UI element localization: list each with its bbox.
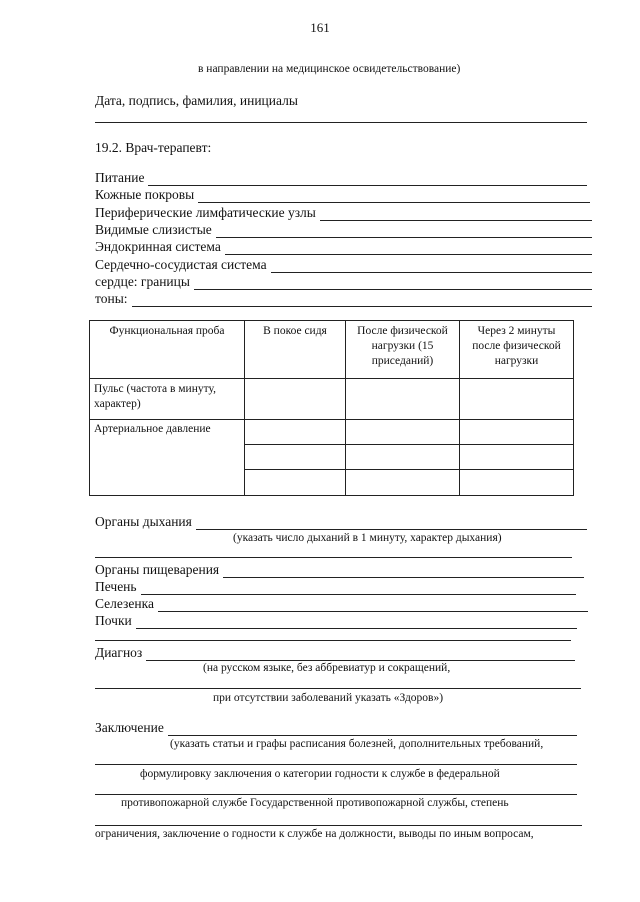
fill-line[interactable]: [136, 616, 577, 629]
fill-line[interactable]: [225, 242, 592, 255]
table-cell[interactable]: [245, 420, 346, 445]
field-mucosa[interactable]: [95, 222, 592, 238]
fill-line[interactable]: [148, 173, 587, 186]
table-cell[interactable]: [346, 445, 460, 470]
table-cell[interactable]: [460, 379, 574, 420]
conclusion-line-2[interactable]: [95, 764, 577, 765]
field-kidneys[interactable]: [95, 613, 577, 629]
fill-line[interactable]: [132, 294, 592, 307]
fill-line[interactable]: [271, 260, 592, 273]
field-nutrition[interactable]: [95, 170, 587, 186]
field-label: тоны:: [95, 291, 128, 306]
table-cell[interactable]: [245, 379, 346, 420]
table-header: Через 2 минуты после физической нагрузки: [460, 321, 574, 379]
row-label-pulse: Пульс (частота в минуту, характер): [90, 379, 245, 420]
field-diagnosis[interactable]: [95, 645, 575, 661]
field-label: Печень: [95, 579, 137, 594]
field-label: Сердечно-сосудистая система: [95, 257, 267, 272]
field-heart-tones[interactable]: [95, 291, 592, 307]
field-label: Заключение: [95, 720, 164, 735]
fill-line[interactable]: [223, 565, 584, 578]
field-cardiovascular[interactable]: [95, 257, 592, 273]
fill-line[interactable]: [216, 225, 592, 238]
table-header: После физической нагрузки (15 приседаний): [346, 321, 460, 379]
table-cell[interactable]: [346, 379, 460, 420]
table-cell[interactable]: [245, 445, 346, 470]
fill-line[interactable]: [198, 190, 590, 203]
section-title: 19.2. Врач-терапевт:: [95, 140, 212, 155]
fill-line[interactable]: [196, 517, 587, 530]
field-label: Почки: [95, 613, 132, 628]
diagnosis-hint-2: при отсутствии заболеваний указать «Здоров»): [213, 692, 444, 704]
field-label: Органы дыхания: [95, 514, 192, 529]
respiratory-continuation-line[interactable]: [95, 557, 572, 558]
field-spleen[interactable]: [95, 596, 588, 612]
signature-line[interactable]: [95, 122, 587, 123]
field-label: Питание: [95, 170, 145, 185]
conclusion-hint-4: ограничения, заключение о годности к службе на должности, выводы по иным вопросам,: [95, 828, 534, 840]
conclusion-hint-1: (указать статьи и графы расписания болезней, дополнительных требований,: [170, 738, 544, 750]
table-cell[interactable]: [346, 470, 460, 496]
table-cell[interactable]: [460, 420, 574, 445]
respiratory-hint: (указать число дыханий в 1 минуту, характер дыхания): [233, 532, 502, 544]
table-cell[interactable]: [245, 470, 346, 496]
header-continuation: в направлении на медицинское освидетельствование): [198, 63, 461, 75]
table-cell[interactable]: [460, 470, 574, 496]
field-heart-borders[interactable]: [95, 274, 592, 290]
conclusion-hint-3: противопожарной службе Государственной противопожарной службы, степень: [121, 797, 509, 809]
field-label: Диагноз: [95, 645, 143, 660]
diagnosis-line-2[interactable]: [95, 688, 581, 689]
table-cell[interactable]: [460, 445, 574, 470]
field-label: Органы пищеварения: [95, 562, 220, 577]
field-conclusion[interactable]: [95, 720, 577, 736]
diagnosis-hint-1: (на русском языке, без аббревиатур и сокращений,: [203, 662, 451, 674]
table-header: В покое сидя: [245, 321, 346, 379]
fill-line[interactable]: [320, 208, 592, 221]
field-label: Кожные покровы: [95, 187, 195, 202]
field-lymph-nodes[interactable]: [95, 205, 592, 221]
conclusion-hint-2: формулировку заключения о категории годности к службе в федеральной: [140, 768, 500, 780]
field-label: Селезенка: [95, 596, 154, 611]
table-row: [90, 379, 574, 420]
table-header: Функциональная проба: [90, 321, 245, 379]
field-endocrine[interactable]: [95, 239, 592, 255]
fill-line[interactable]: [168, 723, 577, 736]
kidneys-continuation-line[interactable]: [95, 640, 571, 641]
field-label: Периферические лимфатические узлы: [95, 205, 316, 220]
functional-test-table: [89, 320, 574, 496]
page-number: 161: [310, 20, 330, 35]
fill-line[interactable]: [158, 599, 588, 612]
table-cell[interactable]: [346, 420, 460, 445]
field-liver[interactable]: [95, 579, 576, 595]
table-header-row: [90, 321, 574, 379]
fill-line[interactable]: [141, 582, 576, 595]
field-digestive[interactable]: [95, 562, 584, 578]
field-label: сердце: границы: [95, 274, 190, 289]
field-skin[interactable]: [95, 187, 590, 203]
fill-line[interactable]: [194, 277, 592, 290]
row-label-blood-pressure: Артериальное давление: [90, 420, 245, 496]
conclusion-line-3[interactable]: [95, 794, 577, 795]
field-label: Эндокринная система: [95, 239, 221, 254]
signature-line-label: Дата, подпись, фамилия, инициалы: [95, 93, 298, 108]
fill-line[interactable]: [146, 648, 575, 661]
table-row: [90, 420, 574, 445]
conclusion-line-4[interactable]: [95, 825, 582, 826]
field-respiratory[interactable]: [95, 514, 587, 530]
field-label: Видимые слизистые: [95, 222, 212, 237]
